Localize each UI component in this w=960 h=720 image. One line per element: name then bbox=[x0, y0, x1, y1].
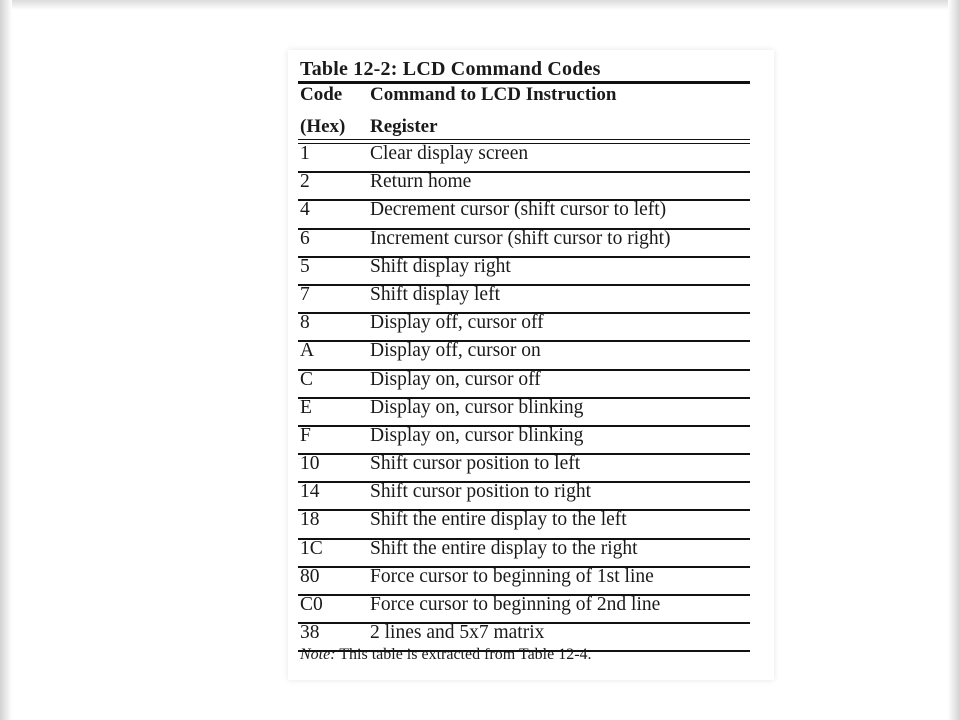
note-label: Note: bbox=[300, 646, 336, 663]
header-code-line1: Code bbox=[300, 84, 343, 105]
row-code: 18 bbox=[300, 509, 320, 531]
row-code: C0 bbox=[300, 594, 323, 615]
row-code: 1C bbox=[300, 537, 323, 559]
row-command: Increment cursor (shift cursor to right) bbox=[370, 227, 671, 249]
row-command: Display on, cursor blinking bbox=[370, 396, 584, 418]
table-row bbox=[298, 255, 750, 286]
slide-right-shadow bbox=[948, 0, 960, 720]
row-code: 14 bbox=[300, 481, 320, 503]
row-code: 7 bbox=[300, 283, 310, 305]
table-body bbox=[298, 145, 750, 652]
header-command-line1: Command to LCD Instruction bbox=[370, 84, 617, 105]
header-code-line2: (Hex) bbox=[300, 116, 346, 137]
table-row bbox=[298, 227, 750, 258]
table-row bbox=[298, 145, 750, 173]
row-command: Display on, cursor off bbox=[370, 368, 541, 390]
row-command: Display off, cursor off bbox=[370, 312, 544, 334]
row-code: 10 bbox=[300, 453, 320, 475]
row-code: 5 bbox=[300, 255, 310, 277]
row-code: 38 bbox=[300, 622, 320, 644]
row-code: 8 bbox=[300, 312, 310, 334]
row-command: Clear display screen bbox=[370, 143, 529, 164]
row-command: Return home bbox=[370, 171, 472, 193]
row-command: 2 lines and 5x7 matrix bbox=[370, 622, 545, 644]
row-command: Force cursor to beginning of 1st line bbox=[370, 565, 654, 587]
row-code: A bbox=[300, 340, 315, 362]
row-code: 4 bbox=[300, 199, 310, 221]
note-text: This table is extracted from Table 12-4. bbox=[335, 646, 592, 663]
table-title: Table 12-2: LCD Command Codes bbox=[300, 58, 601, 80]
row-code: 6 bbox=[300, 227, 310, 249]
header-rule-top bbox=[298, 139, 750, 140]
row-code: 80 bbox=[300, 565, 320, 587]
table-image bbox=[288, 50, 774, 680]
row-command: Display off, cursor on bbox=[370, 340, 541, 362]
header-command-line2: Register bbox=[370, 116, 438, 137]
row-code: 1 bbox=[300, 143, 310, 164]
row-command: Force cursor to beginning of 2nd line bbox=[370, 594, 661, 615]
slide-left-shadow bbox=[0, 0, 12, 720]
row-code: 2 bbox=[300, 171, 310, 193]
row-command: Shift display right bbox=[370, 255, 511, 277]
table-note bbox=[300, 646, 592, 664]
row-command: Shift cursor position to right bbox=[370, 481, 591, 503]
row-command: Shift the entire display to the left bbox=[370, 509, 627, 531]
row-command: Decrement cursor (shift cursor to left) bbox=[370, 199, 667, 221]
row-command: Shift cursor position to left bbox=[370, 453, 581, 475]
row-command: Shift display left bbox=[370, 283, 500, 305]
row-code: C bbox=[300, 368, 314, 390]
row-code: F bbox=[300, 424, 311, 446]
row-code: E bbox=[300, 396, 312, 418]
slide-top-shadow bbox=[0, 0, 960, 10]
row-command: Display on, cursor blinking bbox=[370, 424, 584, 446]
row-command: Shift the entire display to the right bbox=[370, 537, 638, 559]
